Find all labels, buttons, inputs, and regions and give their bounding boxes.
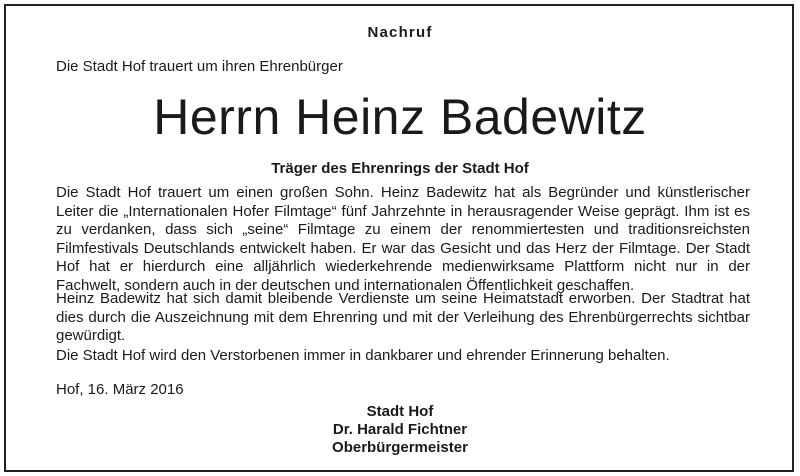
deceased-name: Herrn Heinz Badewitz bbox=[153, 89, 647, 145]
signature-organization: Stadt Hof bbox=[366, 403, 434, 420]
place-date: Hof, 16. März 2016 bbox=[56, 381, 184, 398]
paragraph-merits: Heinz Badewitz hat sich damit bleibende Verdienste um seine Heimatstadt erworben. Der Stadtrat hat dies durch die Auszeichnung mit dem Ehrenring und mit der Verleihung des Ehrenbürgerrechts sichtbar gewürdigt. bbox=[56, 290, 750, 344]
signature-role: Oberbürgermeister bbox=[332, 439, 468, 456]
honor-subtitle: Träger des Ehrenrings der Stadt Hof bbox=[271, 160, 529, 177]
notice-heading: Nachruf bbox=[367, 24, 433, 41]
signature-person: Dr. Harald Fichtner bbox=[332, 421, 468, 438]
signature-block bbox=[0, 403, 800, 457]
paragraph-tribute: Die Stadt Hof trauert um einen großen Sohn. Heinz Badewitz hat als Begründer und künstlerischer Leiter die „Internationalen Hofer Filmtage“ fünf Jahrzehnte in herausragender Weise geprägt. Ihm ist es zu verdanken, dass sich „seine“ Filmtage zu einem der renommiertesten und traditionsreichsten Filmfestivals Deutschlands entwickelt haben. Er war das Gesicht und das Herz der Filmtage. Der Stadt Hof hat er hierdurch eine alljährlich wiederkehrende medienwirksame Plattform nicht nur in der Fachwelt, sondern auch in der deutschen und internationalen Öffentlichkeit geschaffen. bbox=[56, 184, 750, 294]
intro-line: Die Stadt Hof trauert um ihren Ehrenbürger bbox=[56, 58, 343, 75]
paragraph-remembrance: Die Stadt Hof wird den Verstorbenen immer in dankbarer und ehrender Erinnerung behalten. bbox=[56, 347, 670, 364]
